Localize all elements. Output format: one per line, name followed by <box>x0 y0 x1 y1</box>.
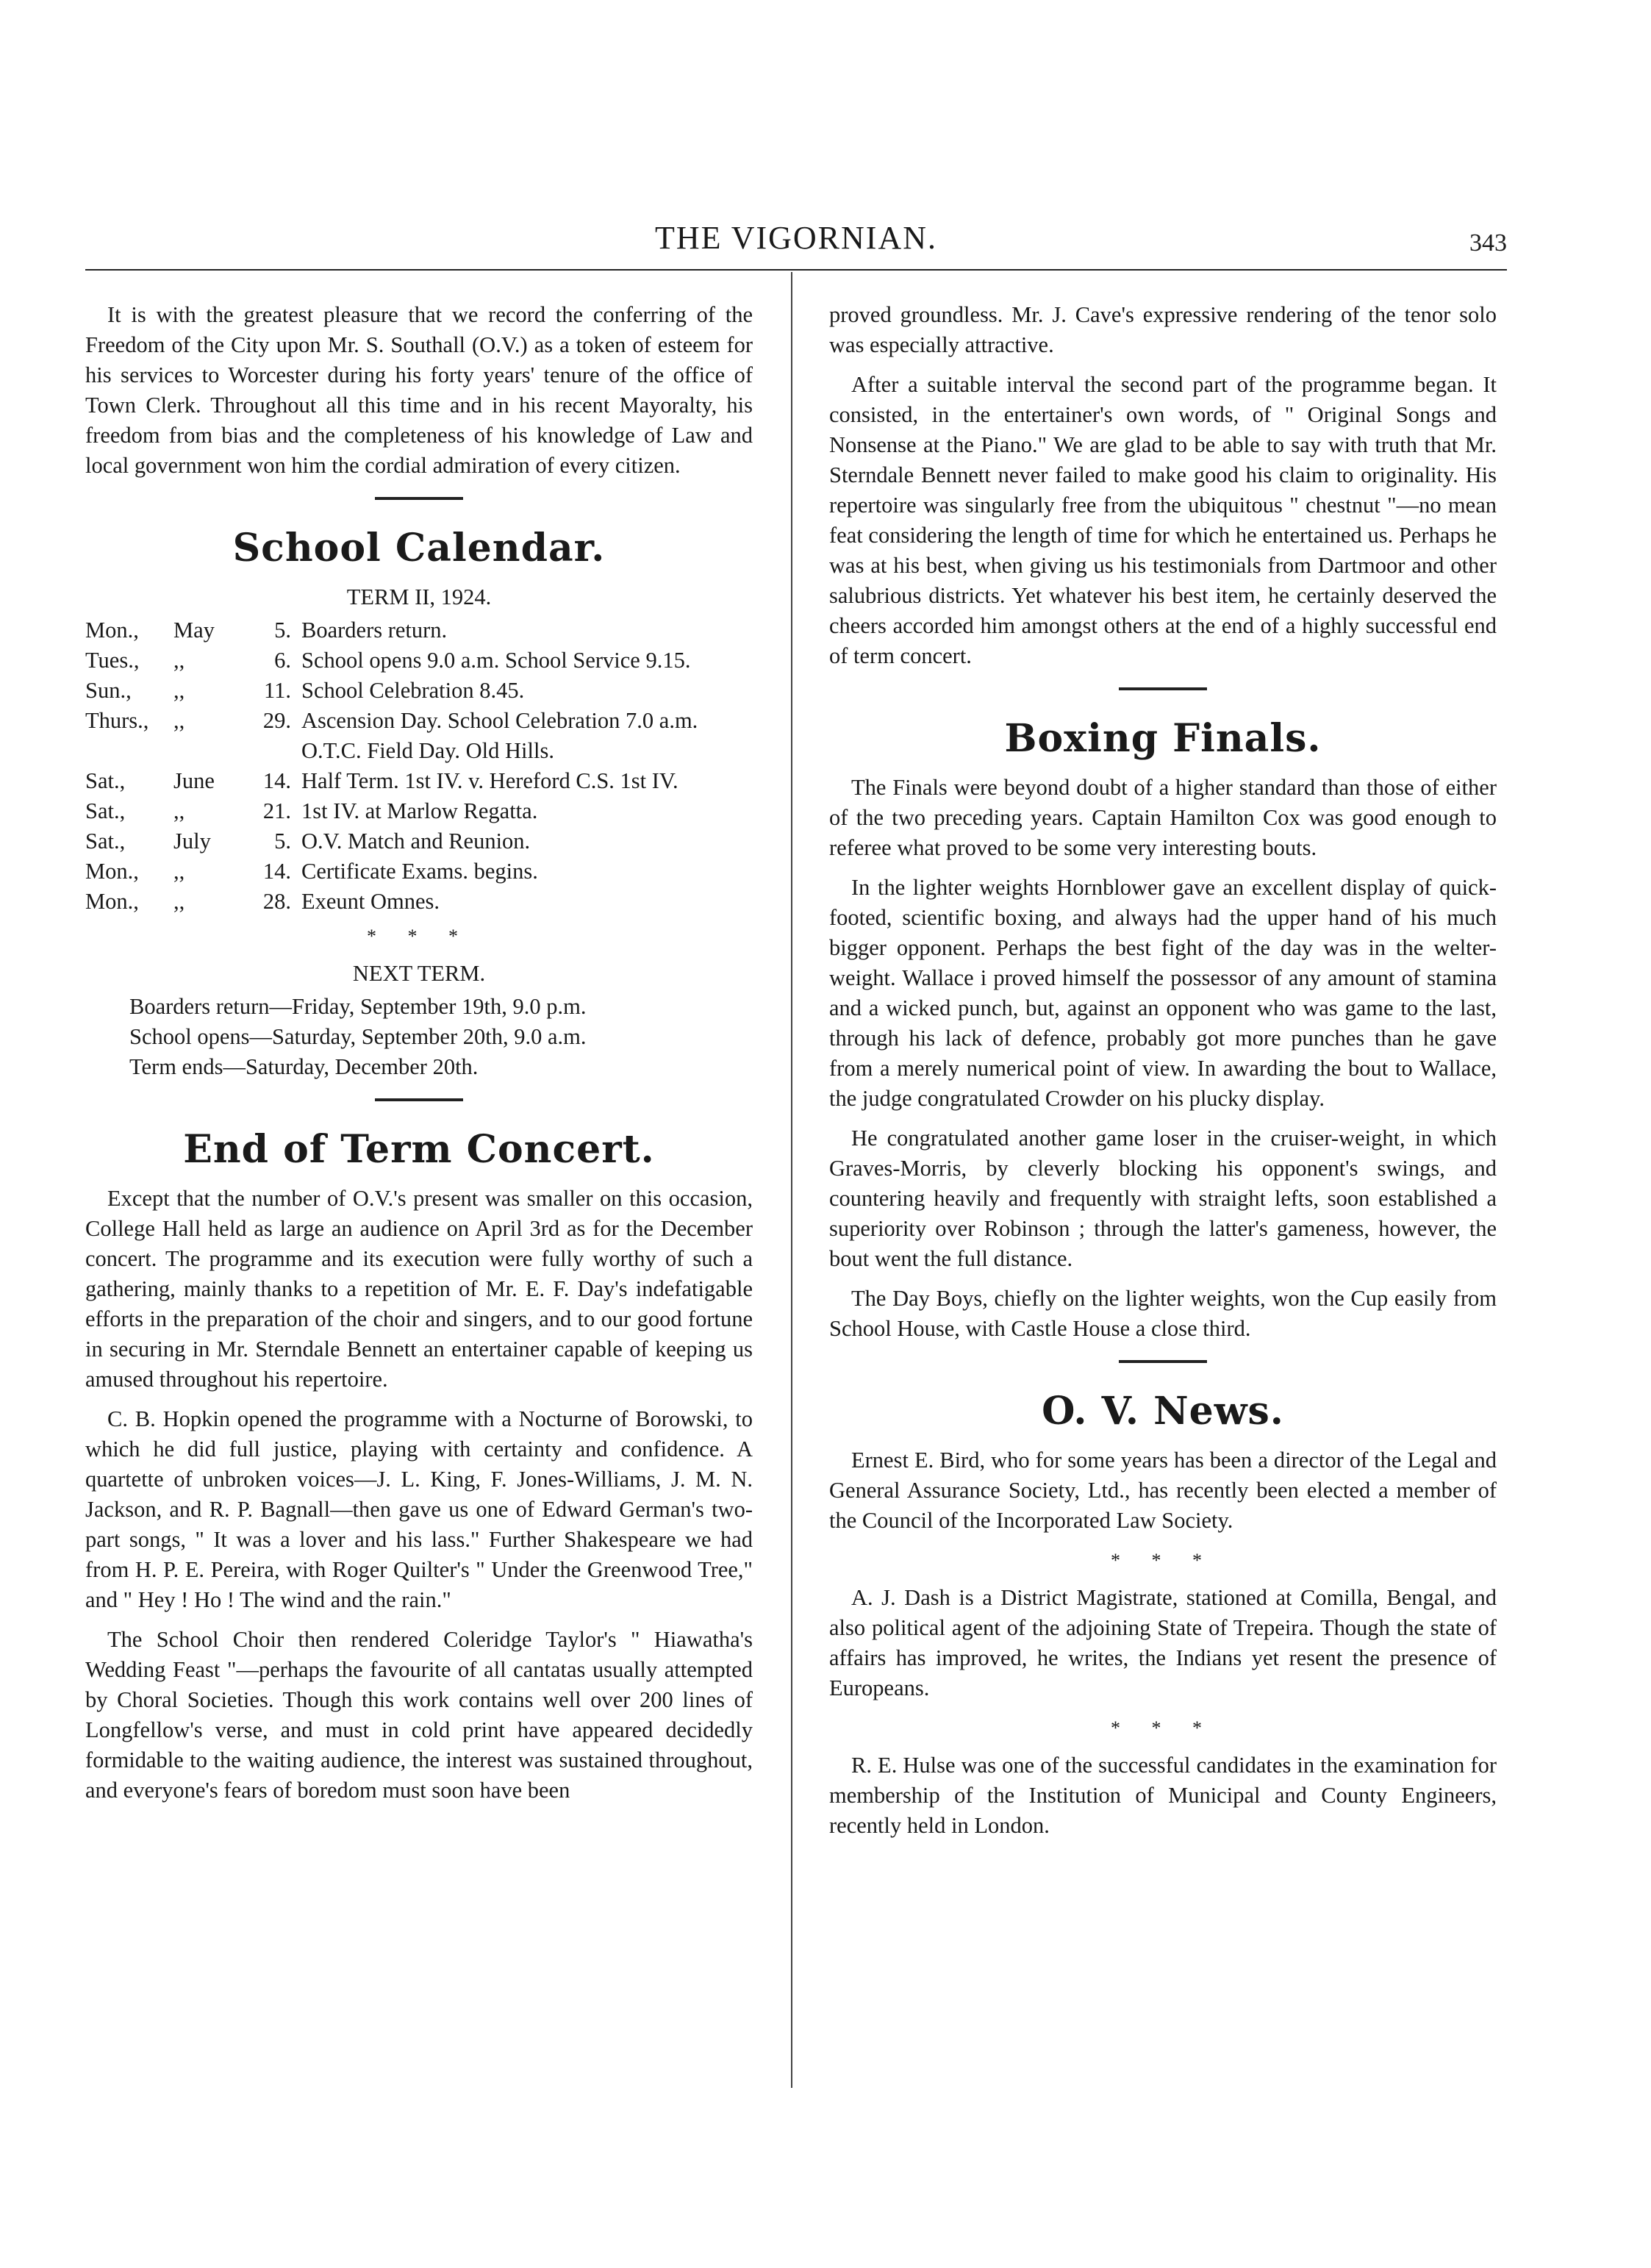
freedom-of-city-paragraph: It is with the greatest pleasure that we record the conferring of the Freedom of the City upon Mr. S. Southall (O.V.) as a token of esteem for his services to Worcester during his forty years' tenure of the office of Town Clerk. Throughout all this time and in his recent Mayoralty, his freedom from bias and the completeness of his knowledge of Law and local government won him the cordial admiration of every citizen. <box>85 302 753 478</box>
calendar-month: ,, <box>173 889 185 914</box>
calendar-date: 6. <box>274 648 291 673</box>
section-rule <box>1119 687 1207 690</box>
next-term-line: Term ends—Saturday, December 20th. <box>129 1054 479 1079</box>
concert-paragraph: The School Choir then rendered Coleridge Taylor's " Hiawatha's Wedding Feast "—perhaps the favourite of all cantatas usually attempted by Choral Societies. Though this work contains well over 200 lines of Longfellow's verse, and must in cold print have appeared decidedly formidable to the waiting audience, the interest was sustained throughout, and everyone's fears of boredom must soon have been <box>85 1627 753 1803</box>
calendar-event: Half Term. 1st IV. v. Hereford C.S. 1st IV. <box>301 768 678 793</box>
calendar-month: July <box>173 829 211 854</box>
calendar-day: Tues., <box>85 648 140 673</box>
school-calendar-heading: School Calendar. <box>232 526 606 570</box>
calendar-event: 1st IV. at Marlow Regatta. <box>301 798 538 823</box>
calendar-day: Sat., <box>85 768 126 793</box>
page-header <box>85 213 1507 269</box>
term-label: TERM II, 1924. <box>346 584 492 609</box>
calendar-month: May <box>173 618 215 643</box>
section-rule <box>1119 1360 1207 1363</box>
calendar-month: ,, <box>173 648 185 673</box>
calendar-date: 5. <box>274 829 291 854</box>
calendar-date: 21. <box>262 798 291 823</box>
calendar-event: Ascension Day. School Celebration 7.0 a.m. O.T.C. Field Day. Old Hills. <box>301 708 698 763</box>
ov-news-heading: O. V. News. <box>1042 1389 1284 1434</box>
left-column <box>85 300 753 1815</box>
calendar-row <box>85 856 753 887</box>
next-term-line: School opens—Saturday, September 20th, 9.0 a.m. <box>129 1024 587 1049</box>
calendar-row <box>85 645 753 676</box>
calendar-month: ,, <box>173 708 185 733</box>
calendar-event: Boarders return. <box>301 618 448 643</box>
star-separator: * * * <box>1111 1550 1215 1571</box>
next-term-label: NEXT TERM. <box>352 961 486 986</box>
calendar-day: Mon., <box>85 859 139 884</box>
right-column <box>829 300 1497 1850</box>
concert-continuation: proved groundless. Mr. J. Cave's expressive rendering of the tenor solo was especially attractive. <box>829 302 1497 357</box>
news-item: R. E. Hulse was one of the successful candidates in the examination for membership of the Institution of Municipal and County Engineers, recently held in London. <box>829 1753 1497 1838</box>
calendar-date: 5. <box>274 618 291 643</box>
calendar-event: Exeunt Omnes. <box>301 889 440 914</box>
star-separator: * * * <box>367 926 471 947</box>
calendar-row <box>85 887 753 917</box>
news-item: Ernest E. Bird, who for some years has been a director of the Legal and General Assurance Society, Ltd., has recently been elected a member of the Council of the Incorporated Law Society. <box>829 1448 1497 1533</box>
next-term-dates <box>85 992 753 1082</box>
calendar-day: Sun., <box>85 678 132 703</box>
page-number: 343 <box>1469 229 1507 257</box>
calendar-table <box>85 615 753 917</box>
star-separator: * * * <box>1111 1717 1215 1739</box>
boxing-heading: Boxing Finals. <box>1004 716 1322 761</box>
concert-continuation: After a suitable interval the second part of the programme began. It consisted, in the entertainer's own words, of " Original Songs and Nonsense at the Piano." We are glad to be able to say with truth that Mr. Sterndale Bennett never failed to make good his claim to originality. His repertoire was singularly free from the ubiquitous " chestnut "—no mean feat considering the length of time for which he entertained us. Perhaps he was at his best, when giving us his testimonials from Dartmoor and other salubrious districts. Yet whatever his best item, he certainly deserved the cheers accorded him amongst others at the end of a highly successful end of term concert. <box>829 372 1497 668</box>
concert-paragraph: Except that the number of O.V.'s present was smaller on this occasion, College Hall held as large an audience on April 3rd as for the December concert. The programme and its execution were fully worthy of such a gathering, mainly thanks to a repetition of Mr. E. F. Day's indefatigable efforts in the preparation of the choir and singers, and to our good fortune in securing in Mr. Sterndale Bennett an entertainer capable of keeping us amused throughout his repertoire. <box>85 1186 753 1392</box>
calendar-row <box>85 676 753 706</box>
concert-heading: End of Term Concert. <box>183 1127 655 1172</box>
calendar-date: 14. <box>262 768 291 793</box>
calendar-date: 29. <box>262 708 291 733</box>
concert-paragraph: C. B. Hopkin opened the programme with a Nocturne of Borowski, to which he did full justice, playing with certainty and confidence. A quartette of unbroken voices—J. L. King, F. Jones-Williams, J. M. N. Jackson, and R. P. Bagnall—then gave us one of Edward German's two-part songs, " It was a lover and his lass." Further Shakespeare we had from H. P. E. Pereira, with Roger Quilter's " Under the Greenwood Tree," and " Hey ! Ho ! The wind and the rain." <box>85 1406 753 1612</box>
calendar-month: ,, <box>173 678 185 703</box>
calendar-day: Mon., <box>85 618 139 643</box>
boxing-paragraph: In the lighter weights Hornblower gave an excellent display of quick-footed, scientific boxing, and always had the upper hand of his much bigger opponent. Perhaps the best fight of the day was in the welter-weight. Wallace i proved himself the possessor of any amount of stamina and a wicked punch, but, against an opponent who was game to the last, through his lack of defence, probably got more punches than he gave from a merely numerical point of view. In awarding the bout to Wallace, the judge congratulated Crowder on his plucky display. <box>829 875 1497 1111</box>
calendar-date: 14. <box>262 859 291 884</box>
calendar-day: Sat., <box>85 798 126 823</box>
column-divider <box>791 272 792 2088</box>
calendar-row <box>85 766 753 796</box>
next-term-line: Boarders return—Friday, September 19th, 9.0 p.m. <box>129 994 587 1019</box>
calendar-month: ,, <box>173 798 185 823</box>
section-rule <box>375 1098 463 1101</box>
section-rule <box>375 497 463 500</box>
calendar-event: O.V. Match and Reunion. <box>301 829 531 854</box>
calendar-row <box>85 706 753 766</box>
boxing-paragraph: The Day Boys, chiefly on the lighter weights, won the Cup easily from School House, with Castle House a close third. <box>829 1286 1497 1341</box>
journal-title: THE VIGORNIAN. <box>654 220 938 256</box>
calendar-day: Thurs., <box>85 708 149 733</box>
calendar-day: Sat., <box>85 829 126 854</box>
calendar-event: Certificate Exams. begins. <box>301 859 538 884</box>
calendar-date: 28. <box>262 889 291 914</box>
calendar-row <box>85 826 753 856</box>
boxing-paragraph: The Finals were beyond doubt of a higher standard than those of either of the two preceding years. Captain Hamilton Cox was good enough to referee what proved to be some very interesting bouts. <box>829 775 1497 860</box>
calendar-date: 11. <box>264 678 291 703</box>
news-item: A. J. Dash is a District Magistrate, stationed at Comilla, Bengal, and also political agent of the adjoining State of Trepeira. Though the state of affairs has improved, he writes, the Indians yet resent the presence of Europeans. <box>829 1585 1497 1700</box>
calendar-row <box>85 615 753 645</box>
calendar-day: Mon., <box>85 889 139 914</box>
calendar-event: School Celebration 8.45. <box>301 678 525 703</box>
calendar-row <box>85 796 753 826</box>
boxing-paragraph: He congratulated another game loser in the cruiser-weight, in which Graves-Morris, by cleverly blocking his opponent's swings, and countering heavily and frequently with straight lefts, soon established a superiority over Robinson ; through the latter's gameness, however, the bout went the full distance. <box>829 1126 1497 1271</box>
calendar-month: June <box>173 768 215 793</box>
header-rule <box>85 269 1507 271</box>
calendar-month: ,, <box>173 859 185 884</box>
calendar-event: School opens 9.0 a.m. School Service 9.15. <box>301 648 691 673</box>
